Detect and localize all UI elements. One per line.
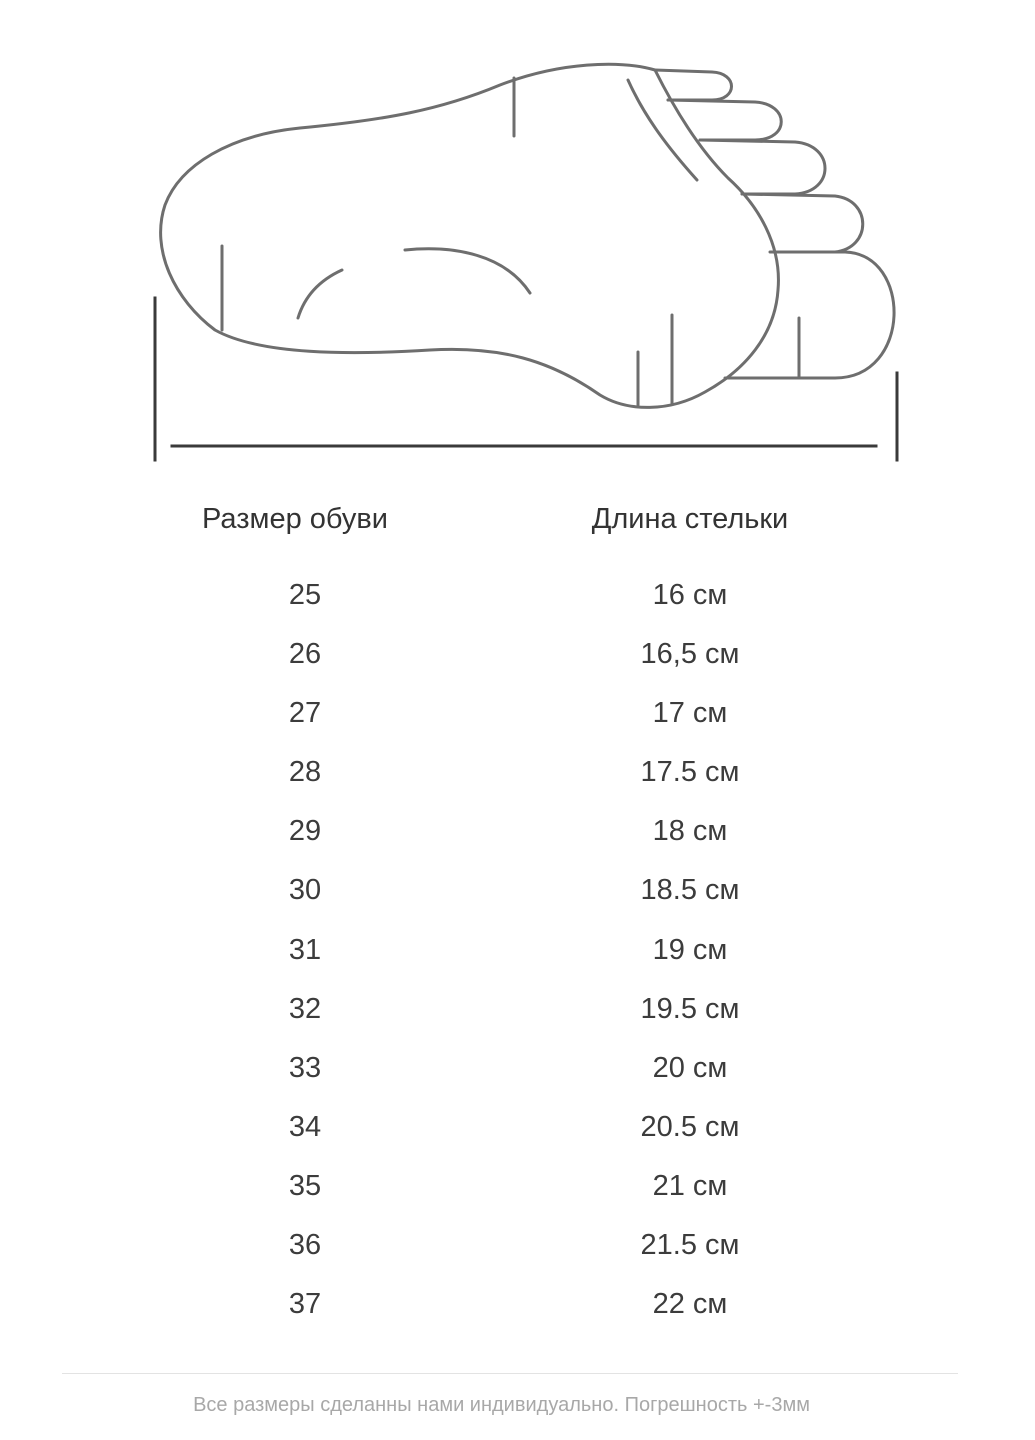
table-header (0, 490, 1035, 548)
cell-shoe-size: 25 (288, 579, 322, 611)
table-row (0, 1039, 1035, 1098)
table-row (0, 1216, 1035, 1275)
cell-insole-length: 16 см (652, 579, 728, 611)
foot-sole-illustration (0, 0, 1035, 480)
table-row (0, 566, 1035, 625)
cell-insole-length: 20 см (652, 1051, 728, 1084)
table-body (0, 566, 1035, 1334)
cell-shoe-size: 30 (288, 874, 322, 907)
footer-divider (62, 1373, 958, 1374)
cell-insole-length: 19 см (652, 933, 728, 966)
cell-shoe-size: 29 (288, 815, 322, 848)
cell-insole-length: 21 см (652, 1169, 728, 1202)
cell-shoe-size: 36 (288, 1229, 322, 1262)
sole-outline (161, 64, 779, 407)
cell-shoe-size: 37 (288, 1288, 322, 1321)
ball-crease (628, 80, 697, 180)
header-shoe-size: Размер обуви (202, 503, 388, 535)
arch-curve-outer (405, 249, 530, 293)
toe-5 (655, 70, 732, 100)
table-row (0, 743, 1035, 802)
table-row (0, 625, 1035, 684)
cell-insole-length: 22 см (652, 1288, 728, 1321)
table-row (0, 802, 1035, 861)
cell-insole-length: 21.5 см (640, 1229, 740, 1262)
toe-4 (668, 100, 781, 140)
cell-shoe-size: 34 (288, 1110, 322, 1143)
cell-insole-length: 16,5 см (640, 638, 740, 671)
cell-insole-length: 18 см (652, 815, 728, 848)
toe-1 (725, 252, 894, 378)
table-row (0, 684, 1035, 743)
cell-shoe-size: 32 (288, 992, 322, 1025)
cell-insole-length: 19.5 см (640, 992, 740, 1025)
footnote-text: Все размеры сделанны нами индивидуально. Погрешность +-3мм (193, 1394, 810, 1416)
header-insole-length: Длина стельки (591, 503, 789, 535)
cell-shoe-size: 31 (288, 933, 322, 966)
cell-insole-length: 18.5 см (640, 874, 740, 907)
cell-shoe-size: 26 (288, 638, 322, 671)
table-row (0, 980, 1035, 1039)
cell-shoe-size: 33 (288, 1051, 322, 1084)
cell-insole-length: 17.5 см (640, 756, 740, 789)
size-table (0, 490, 1035, 1321)
table-row (0, 1275, 1035, 1334)
cell-shoe-size: 27 (288, 697, 322, 730)
table-row (0, 861, 1035, 920)
table-row (0, 1098, 1035, 1157)
table-row (0, 921, 1035, 980)
table-row (0, 1157, 1035, 1216)
cell-insole-length: 17 см (652, 697, 728, 730)
toe-2 (742, 194, 863, 252)
cell-insole-length: 20.5 см (640, 1110, 740, 1143)
cell-shoe-size: 28 (288, 756, 322, 789)
cell-shoe-size: 35 (288, 1169, 322, 1202)
arch-curve-inner (298, 270, 342, 318)
